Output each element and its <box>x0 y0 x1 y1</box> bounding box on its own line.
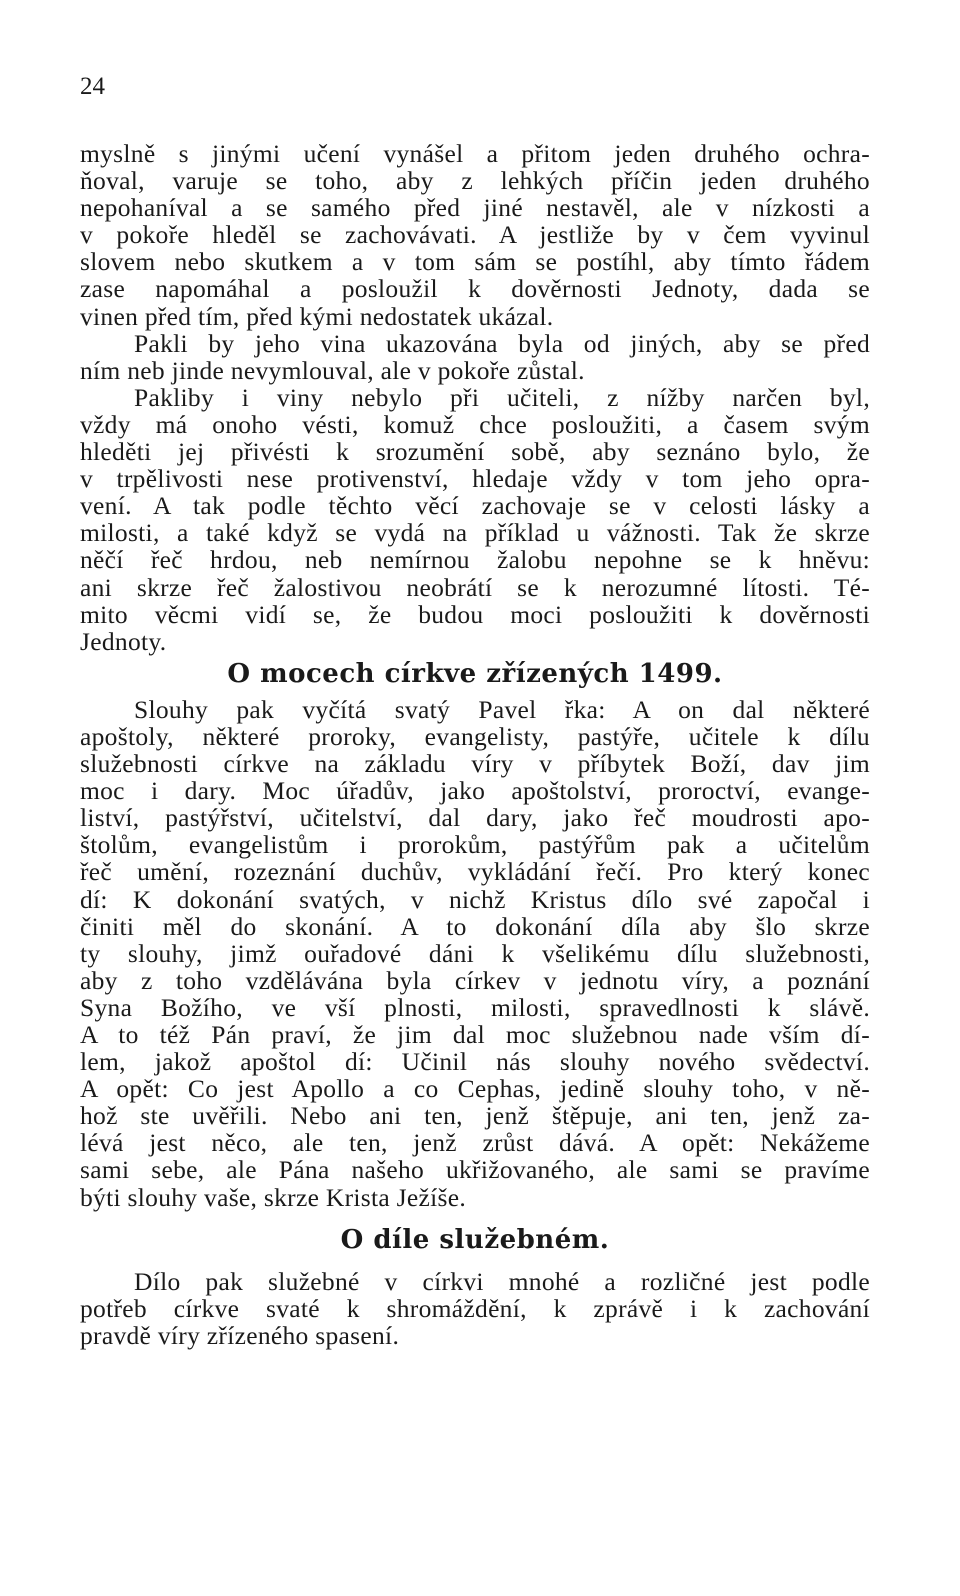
text-line: lem, jakož apoštol dí: Učinil nás slouhy nového svědectví. <box>80 1047 870 1077</box>
text-line: něčí řeč hrdou, neb nemírnou žalobu nepohne se k hněvu: <box>80 545 870 575</box>
text-line: vinen před tím, před kými nedostatek ukázal. <box>80 301 554 331</box>
text-line: zase napomáhal a posloužil k dověrnosti Jednoty, dada se <box>80 274 870 304</box>
text-line: štolům, evangelistům i prorokům, pastýřům pak a učitelům <box>80 830 870 860</box>
text-line: Dílo pak služebné v církvi mnohé a rozličné jest podle <box>134 1266 870 1296</box>
text-line: řeč umění, rozeznání duchův, vykládání řečí. Pro který konec <box>80 857 870 887</box>
text-line: činiti měl do skonání. A to dokonání díla aby šlo skrze <box>80 911 870 941</box>
text-line: v pokoře hleděl se zachovávati. A jestliže by v čem vyvinul <box>80 220 870 250</box>
section-2-body <box>80 1268 870 1349</box>
section-1-body <box>80 696 870 1211</box>
paragraph-2 <box>80 330 870 384</box>
text-line: mito věcmi vidí se, že budou moci posloužiti k dověrnosti <box>80 599 870 629</box>
text-line: v trpělivosti nese protivenství, hledaje vždy v tom jeho opra- <box>80 464 870 494</box>
text-line: ňoval, varuje se toho, aby z lehkých příčin jeden druhého <box>80 166 870 196</box>
text-line: apoštoly, některé proroky, evangelisty, pastýře, učitele k dílu <box>80 721 870 751</box>
page-number: 24 <box>80 73 105 100</box>
page <box>80 70 870 1349</box>
text-line: hleděti jej přivésti k srozumění sobě, aby seznáno bylo, že <box>80 437 870 467</box>
text-line: A opět: Co jest Apollo a co Cephas, jedině slouhy toho, v ně- <box>80 1074 870 1104</box>
text-line: Syna Božího, ve vší plnosti, milosti, spravedlnosti k slávě. <box>80 992 870 1022</box>
text-line: dí: K dokonání svatých, v nichž Kristus dílo své započal i <box>80 884 870 914</box>
section-heading-1: O mocech církve zřízených 1499. <box>227 658 723 689</box>
text-line: nepohaníval a se samého před jiné nestavěl, ale v nízkosti a <box>80 193 870 223</box>
text-line: aby z toho vzdělávána byla církev v jednotu víry, a poznání <box>80 965 870 995</box>
paragraph-1 <box>80 140 870 330</box>
text-line: myslně s jinými učení vynášel a přitom jeden druhého ochra- <box>80 139 870 168</box>
text-line: hož ste uvěřili. Nebo ani ten, jenž štěpuje, ani ten, jenž za- <box>80 1101 870 1131</box>
text-line: moc i dary. Moc úřadův, jako apoštolství, proroctví, evange- <box>80 776 870 806</box>
text-line: milosti, a také když se vydá na příklad u vážnosti. Tak že skrze <box>80 518 870 548</box>
text-line: vení. A tak podle těchto věcí zachovaje se v celosti lásky a <box>80 491 870 521</box>
text-line: A to též Pán praví, že jim dal moc služebnou nade vším dí- <box>80 1020 870 1049</box>
text-line: potřeb církve svaté k shromáždění, k zprávě i k zachování <box>80 1293 870 1323</box>
text-line: býti slouhy vaše, skrze Krista Ježíše. <box>80 1182 467 1212</box>
text-line: Slouhy pak vyčítá svatý Pavel řka: A on dal některé <box>134 694 870 724</box>
text-line: sami sebe, ale Pána našeho ukřižovaného, ale sami se pravíme <box>80 1155 870 1185</box>
paragraph-3 <box>80 384 870 655</box>
text-line: vždy má onoho vésti, komuž chce posloužiti, a časem svým <box>80 409 870 439</box>
text-line: Pakli by jeho vina ukazována byla od jiných, aby se před <box>134 328 870 358</box>
text-line: liství, pastýřství, učitelství, dal dary, jako řeč moudrosti apo- <box>80 803 870 833</box>
text-line: Jednoty. <box>80 626 167 656</box>
text-line: slovem nebo skutkem a v tom sám se postíhl, aby tímto řádem <box>80 247 870 277</box>
text-line: Pakliby i viny nebylo při učiteli, z nížby narčen byl, <box>134 382 870 412</box>
text-line: ani skrze řeč žalostivou neobrátí se k nerozumné lítosti. Té- <box>80 572 870 602</box>
text-line: ty slouhy, jimž ouřadové dáni k všelikému dílu služebnosti, <box>80 938 870 968</box>
section-heading-2: O díle služebném. <box>340 1224 610 1255</box>
text-line: pravdě víry zřízeného spasení. <box>80 1320 400 1350</box>
text-line: lévá jest něco, ale ten, jenž zrůst dává. A opět: Nekážeme <box>80 1128 870 1158</box>
text-line: ním neb jinde nevymlouval, ale v pokoře zůstal. <box>80 355 585 385</box>
text-line: služebnosti církve na základu víry v příbytek Boží, dav jim <box>80 749 870 779</box>
